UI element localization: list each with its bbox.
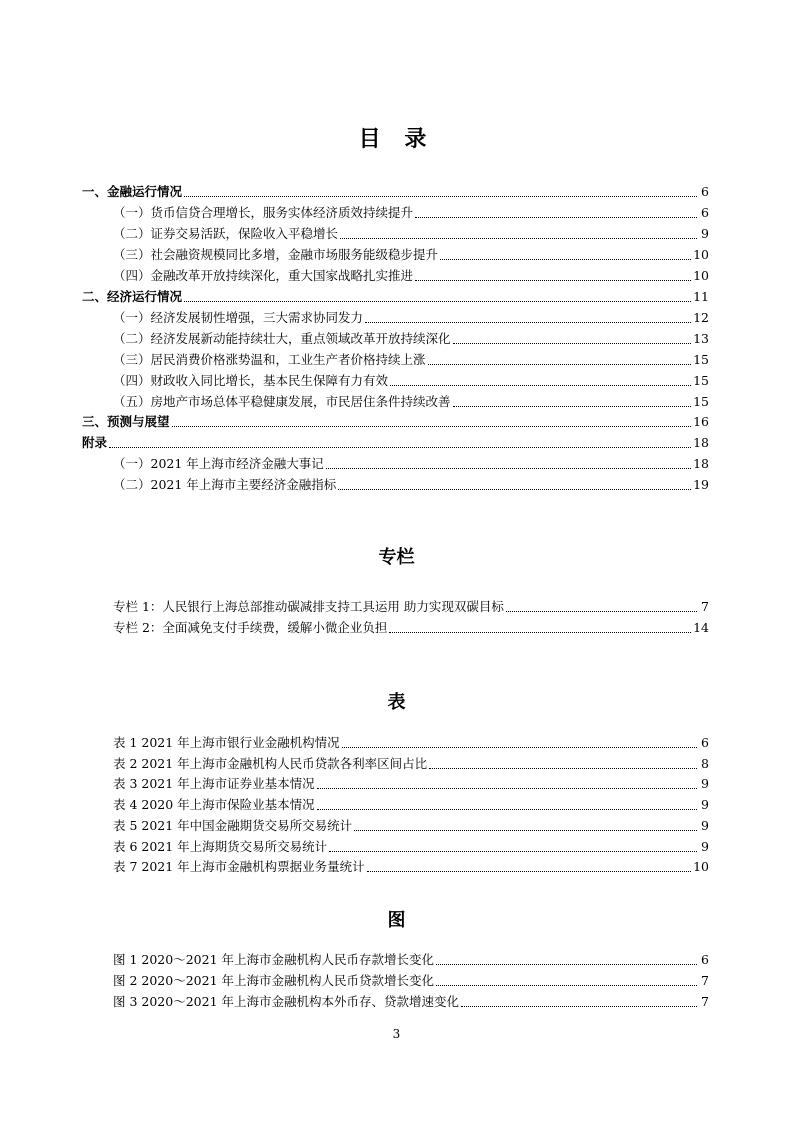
leader-dots — [329, 851, 697, 852]
leader-dots — [389, 632, 691, 633]
column-entry-page: 14 — [693, 620, 709, 635]
toc-title: 目 录 — [358, 127, 435, 152]
toc-entry[interactable] — [113, 392, 709, 413]
table-entry[interactable] — [113, 837, 709, 858]
leader-dots — [390, 385, 691, 386]
toc-entry-text: （二）证券交易活跃，保险收入平稳增长 — [113, 226, 339, 241]
toc-entry[interactable] — [113, 308, 709, 329]
table-entry-page: 9 — [701, 797, 709, 812]
figure-entry-page: 6 — [701, 952, 709, 967]
toc-entry[interactable] — [113, 266, 709, 287]
leader-dots — [367, 871, 691, 872]
table-entry-page: 9 — [701, 818, 709, 833]
toc-entry-text: （一）2021 年上海市经济金融大事记 — [113, 456, 324, 471]
leader-dots — [440, 259, 691, 260]
table-entry[interactable] — [113, 733, 709, 754]
toc-entry[interactable] — [113, 371, 709, 392]
table-entry[interactable] — [113, 816, 709, 837]
column-entry-text: 专栏 1：人民银行上海总部推动碳减排支持工具运用 助力实现双碳目标 — [113, 599, 504, 614]
toc-entry[interactable] — [113, 245, 709, 266]
table-entry-text: 表 5 2021 年中国金融期货交易所交易统计 — [113, 818, 353, 833]
leader-dots — [453, 406, 692, 407]
leader-dots — [317, 809, 697, 810]
tables-section-title: 表 — [387, 692, 406, 713]
toc-entry[interactable] — [113, 203, 709, 224]
toc-entry-text: 一、金融运行情况 — [82, 184, 183, 199]
toc-entry[interactable] — [113, 475, 709, 496]
toc-entry-text: 附录 — [82, 435, 108, 450]
toc-entry-text: （一）经济发展韧性增强，三大需求协同发力 — [113, 310, 364, 325]
toc-entry[interactable] — [113, 454, 709, 475]
leader-dots — [172, 426, 692, 427]
table-entry-text: 表 3 2021 年上海市证券业基本情况 — [113, 776, 315, 791]
leader-dots — [453, 343, 692, 344]
leader-dots — [326, 468, 691, 469]
toc-entry[interactable] — [82, 433, 709, 454]
toc-entry-text: （一）货币信贷合理增长，服务实体经济质效持续提升 — [113, 205, 414, 220]
toc-entry-text: 二、经济运行情况 — [82, 289, 183, 304]
toc-entry[interactable] — [113, 350, 709, 371]
toc-entry-page: 15 — [693, 352, 709, 367]
leader-dots — [415, 280, 691, 281]
leader-dots — [365, 322, 691, 323]
toc-entry-page: 10 — [693, 268, 709, 283]
table-entry[interactable] — [113, 754, 709, 775]
toc-entry-page: 15 — [693, 373, 709, 388]
column-entry[interactable] — [113, 618, 709, 639]
figure-entry-page: 7 — [701, 994, 709, 1009]
toc-entry-page: 16 — [693, 414, 709, 429]
figure-entry[interactable] — [113, 971, 709, 992]
toc-entry[interactable] — [113, 224, 709, 245]
toc-entry-text: （五）房地产市场总体平稳健康发展，市民居住条件持续改善 — [113, 394, 451, 409]
toc-entry-page: 9 — [701, 226, 709, 241]
column-entry-text: 专栏 2：全面减免支付手续费，缓解小微企业负担 — [113, 620, 388, 635]
leader-dots — [506, 611, 697, 612]
leader-dots — [354, 830, 697, 831]
table-entry-text: 表 2 2021 年上海市金融机构人民币贷款各利率区间占比 — [113, 756, 428, 771]
toc-entry[interactable] — [82, 182, 709, 203]
toc-entry-page: 13 — [693, 331, 709, 346]
toc-entry-page: 10 — [693, 247, 709, 262]
toc-entry-text: （四）金融改革开放持续深化，重大国家战略扎实推进 — [113, 268, 414, 283]
toc-entry-page: 6 — [701, 205, 709, 220]
toc-entry-page: 18 — [693, 456, 709, 471]
leader-dots — [340, 238, 697, 239]
table-entry-page: 10 — [693, 859, 709, 874]
toc-entry-text: （二）经济发展新动能持续壮大，重点领域改革开放持续深化 — [113, 331, 451, 346]
table-entry-page: 8 — [701, 756, 709, 771]
leader-dots — [317, 788, 697, 789]
leader-dots — [415, 217, 697, 218]
figure-entry-text: 图 2 2020～2021 年上海市金融机构人民币贷款增长变化 — [113, 973, 434, 988]
figure-entry-text: 图 1 2020～2021 年上海市金融机构人民币存款增长变化 — [113, 952, 434, 967]
leader-dots — [184, 301, 691, 302]
leader-dots — [338, 489, 691, 490]
leader-dots — [436, 964, 697, 965]
table-entry[interactable] — [113, 774, 709, 795]
table-entry-page: 9 — [701, 839, 709, 854]
figures-section-title: 图 — [387, 910, 406, 931]
table-entry-text: 表 7 2021 年上海市金融机构票据业务量统计 — [113, 859, 365, 874]
column-entry-page: 7 — [701, 599, 709, 614]
leader-dots — [429, 768, 697, 769]
figure-entry-text: 图 3 2020～2021 年上海市金融机构本外币存、贷款增速变化 — [113, 994, 459, 1009]
table-entry[interactable] — [113, 795, 709, 816]
page-number: 3 — [392, 1027, 401, 1041]
leader-dots — [428, 364, 692, 365]
toc-entry-text: （二）2021 年上海市主要经济金融指标 — [113, 477, 337, 492]
leader-dots — [461, 1006, 697, 1007]
toc-entry[interactable] — [113, 329, 709, 350]
table-entry-page: 9 — [701, 776, 709, 791]
table-entry[interactable] — [113, 857, 709, 878]
column-entry[interactable] — [113, 597, 709, 618]
toc-entry-page: 6 — [701, 184, 709, 199]
toc-entry-page: 18 — [693, 435, 709, 450]
table-entry-text: 表 1 2021 年上海市银行业金融机构情况 — [113, 735, 340, 750]
leader-dots — [436, 985, 697, 986]
toc-entry[interactable] — [82, 287, 709, 308]
toc-entry-text: 三、预测与展望 — [82, 414, 170, 429]
toc-entry-text: （三）社会融资规模同比多增，金融市场服务能级稳步提升 — [113, 247, 439, 262]
table-entry-page: 6 — [701, 735, 709, 750]
toc-entry-page: 12 — [693, 310, 709, 325]
toc-entry-page: 19 — [693, 477, 709, 492]
table-entry-text: 表 4 2020 年上海市保险业基本情况 — [113, 797, 315, 812]
toc-entry-text: （三）居民消费价格涨势温和，工业生产者价格持续上涨 — [113, 352, 426, 367]
toc-entry[interactable] — [82, 412, 709, 433]
figure-entry[interactable] — [113, 992, 709, 1013]
table-entry-text: 表 6 2021 年上海期货交易所交易统计 — [113, 839, 328, 854]
figure-entry-page: 7 — [701, 973, 709, 988]
toc-entry-text: （四）财政收入同比增长，基本民生保障有力有效 — [113, 373, 389, 388]
columns-section-title: 专栏 — [378, 547, 415, 568]
toc-entry-page: 15 — [693, 394, 709, 409]
toc-entry-page: 11 — [693, 289, 709, 304]
leader-dots — [342, 747, 697, 748]
leader-dots — [184, 196, 697, 197]
leader-dots — [109, 447, 691, 448]
figure-entry[interactable] — [113, 950, 709, 971]
